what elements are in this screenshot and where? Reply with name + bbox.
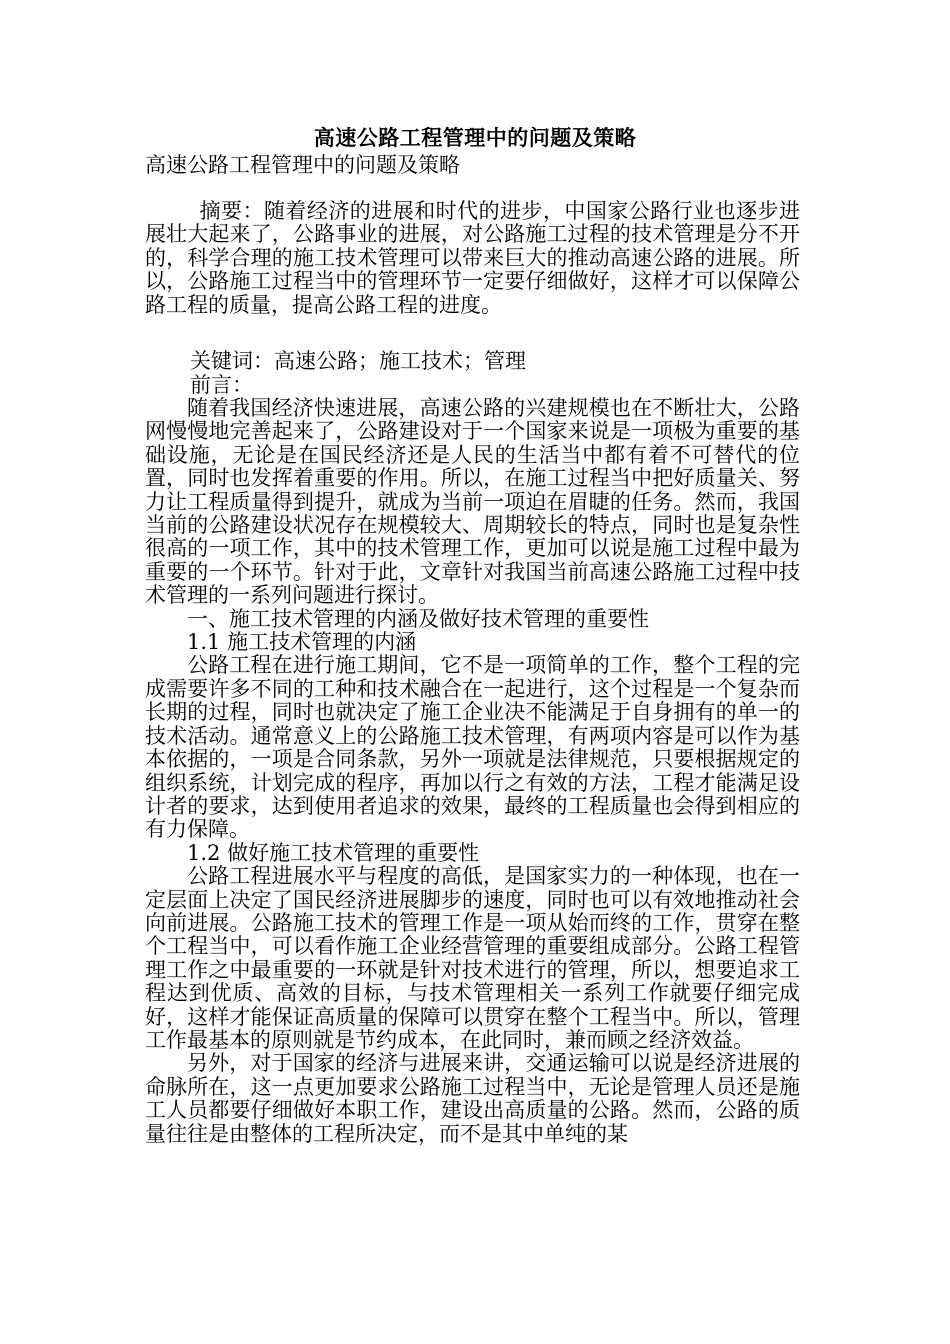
section-heading: 一、施工技术管理的内涵及做好技术管理的重要性 xyxy=(187,606,649,631)
keywords-line: 关键词：高速公路；施工技术；管理 xyxy=(190,349,526,373)
body-paragraph: 随着我国经济快速进展，高速公路的兴建规模也在不断壮大，公路网慢慢地完善起来了，公路建设对于一个国家来说是一项极为重要的基础设施，无论是在国民经济还是人民的生活当中都有着不可替代的位置，同时也发挥着重要的作用。所以，在施工过程当中把好质量关、努力让工程质量得到提升，就成为当前一项迫在眉睫的任务。然而，我国当前的公路建设状况存在规模较大、周期较长的特点，同时也是复杂性很高的一项工作，其中的技术管理工作，更加可以说是施工过程中最为重要的一个环节。针对于此，文章针对我国当前高速公路施工过程中技术管理的一系列问题进行探讨。 xyxy=(145,396,800,608)
body-text xyxy=(145,397,800,1146)
abstract-paragraph: 摘要：随着经济的进展和时代的进步，中国家公路行业也逐步进展壮大起来了，公路事业的进展，对公路施工过程的技术管理是分不开的，科学合理的施工技术管理可以带来巨大的推动高速公路的进展。所以，公路施工过程当中的管理环节一定要仔细做好，这样才可以保障公路工程的质量，提高公路工程的进度。 xyxy=(145,199,800,317)
body-paragraph: 公路工程进展水平与程度的高低，是国家实力的一种体现，也在一定层面上决定了国民经济进展脚步的速度，同时也可以有效地推动社会向前进展。公路施工技术的管理工作是一项从始而终的工作，贯穿在整个工程当中，可以看作施工企业经营管理的重要组成部分。公路工程管理工作之中最重要的一环就是针对技术进行的管理，所以，想要追求工程达到优质、高效的目标，与技术管理相关一系列工作就要仔细完成好，这样才能保证高质量的保障可以贯穿在整个工程当中。所以，管理工作最基本的原则就是节约成本，在此同时，兼而顾之经济效益。 xyxy=(145,864,800,1052)
subsection-heading: 1.2 做好施工技术管理的重要性 xyxy=(187,840,480,865)
document-title: 高速公路工程管理中的问题及策略 xyxy=(313,125,637,150)
document-subtitle: 高速公路工程管理中的问题及策略 xyxy=(145,153,460,177)
abstract-section xyxy=(145,200,800,317)
preface-label: 前言： xyxy=(190,373,253,397)
body-paragraph: 另外，对于国家的经济与进展来讲，交通运输可以说是经济进展的命脉所在，这一点更加要求公路施工过程当中，无论是管理人员还是施工人员都要仔细做好本职工作，建设出高质量的公路。然而，公路的质量往往是由整体的工程所决定，而不是其中单纯的某 xyxy=(145,1051,800,1146)
subsection-heading: 1.1 施工技术管理的内涵 xyxy=(187,630,417,655)
body-paragraph: 公路工程在进行施工期间，它不是一项简单的工作，整个工程的完成需要许多不同的工种和技术融合在一起进行，这个过程是一个复杂而长期的过程，同时也就决定了施工企业决不能满足于自身拥有的单一的技术活动。通常意义上的公路施工技术管理，有两项内容是可以作为基本依据的，一项是合同条款，另外一项就是法律规范，只要根据规定的组织系统，计划完成的程序，再加以行之有效的方法，工程才能满足设计者的要求，达到使用者追求的效果，最终的工程质量也会得到相应的有力保障。 xyxy=(145,653,800,842)
